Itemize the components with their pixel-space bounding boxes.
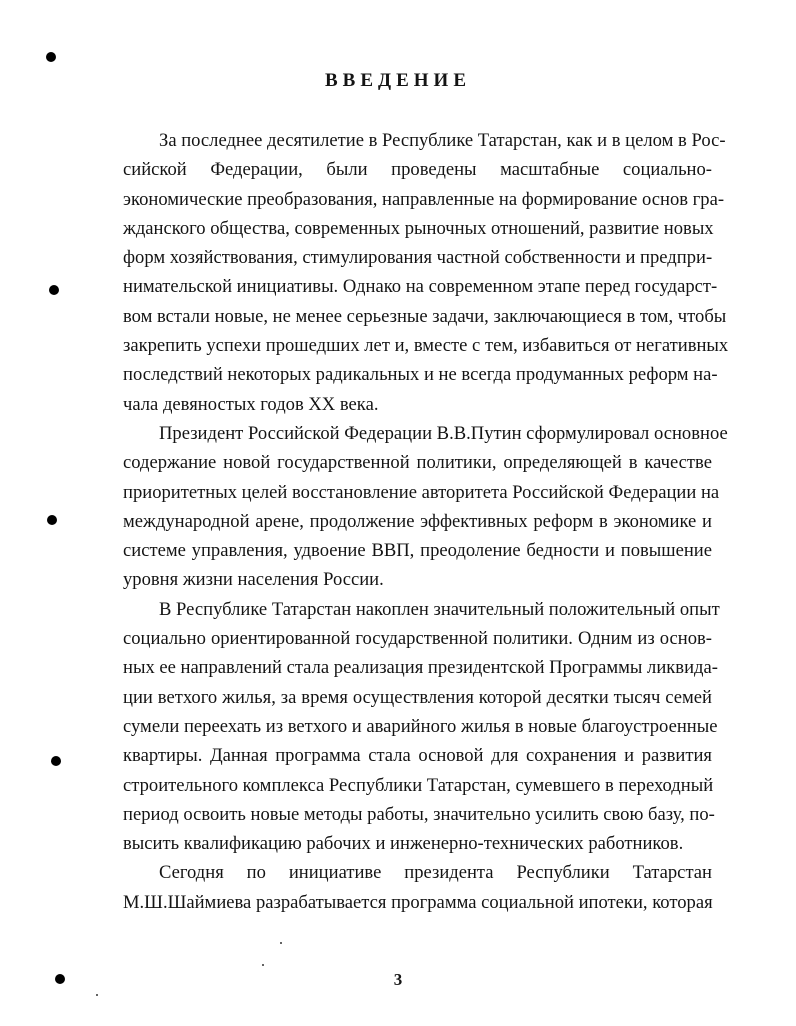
text-line: Сегодня по инициативе президента Республики Татарстан [159, 862, 712, 884]
paragraph [123, 419, 728, 595]
text-line: экономические преобразования, направленные на формирование основ гра- [123, 188, 725, 210]
text-line: чала девяностых годов XX века. [123, 393, 379, 415]
text-line: сийской Федерации, были проведены масштабные социально- [123, 159, 712, 181]
text-line: международной арене, продолжение эффективных реформ в экономике и [123, 510, 712, 532]
text-line: строительного комплекса Республики Татарстан, сумевшего в переходный [123, 774, 714, 796]
scan-speck [262, 964, 264, 966]
text-line: М.Ш.Шаймиева разрабатывается программа социальной ипотеки, которая [123, 891, 713, 913]
text-line: ции ветхого жилья, за время осуществления которой десятки тысяч семей [123, 686, 712, 708]
text-line: нимательской инициативы. Однако на современном этапе перед государст- [123, 276, 718, 298]
text-line: ных ее направлений стала реализация президентской Программы ликвида- [123, 657, 718, 679]
text-line: закрепить успехи прошедших лет и, вместе с тем, избавиться от негативных [123, 335, 729, 357]
text-line: уровня жизни населения России. [123, 569, 384, 591]
text-line: приоритетных целей восстановление авторитета Российской Федерации на [123, 481, 720, 503]
binding-hole-mark [51, 756, 61, 766]
text-line: период освоить новые методы работы, значительно усилить свою базу, по- [123, 803, 715, 825]
text-line: высить квалификацию рабочих и инженерно-технических работников. [123, 833, 684, 855]
scan-speck [96, 994, 98, 996]
text-line: социально ориентированной государственной политики. Одним из основ- [123, 628, 712, 650]
paragraph [123, 126, 729, 419]
binding-hole-mark [47, 515, 57, 525]
binding-hole-mark [49, 285, 59, 295]
page-number: 3 [393, 970, 403, 989]
text-line: последствий некоторых радикальных и не всегда продуманных реформ на- [123, 364, 718, 386]
text-line: системе управления, удвоение ВВП, преодоление бедности и повышение [123, 540, 712, 562]
text-line: жданского общества, современных рыночных отношений, развитие новых [123, 217, 714, 239]
text-line: содержание новой государственной политики, определяющей в качестве [123, 452, 712, 474]
text-line: За последнее десятилетие в Республике Татарстан, как и в целом в Рос- [159, 130, 726, 151]
document-title: ВВЕДЕНИЕ [325, 70, 471, 91]
text-line: сумели переехать из ветхого и аварийного жилья в новые благоустроенные [123, 715, 718, 737]
scan-speck [280, 942, 282, 944]
document-body [123, 126, 729, 917]
text-line: квартиры. Данная программа стала основой для сохранения и развития [123, 745, 712, 767]
paragraph [123, 595, 720, 859]
text-line: Президент Российской Федерации В.В.Путин сформулировал основное [159, 422, 728, 444]
text-line: В Республике Татарстан накоплен значительный положительный опыт [159, 598, 720, 620]
text-line: форм хозяйствования, стимулирования частной собственности и предпри- [123, 247, 713, 269]
paragraph [123, 858, 712, 917]
binding-hole-mark [46, 52, 56, 62]
text-line: вом встали новые, не менее серьезные задачи, заключающиеся в том, чтобы [123, 305, 727, 327]
